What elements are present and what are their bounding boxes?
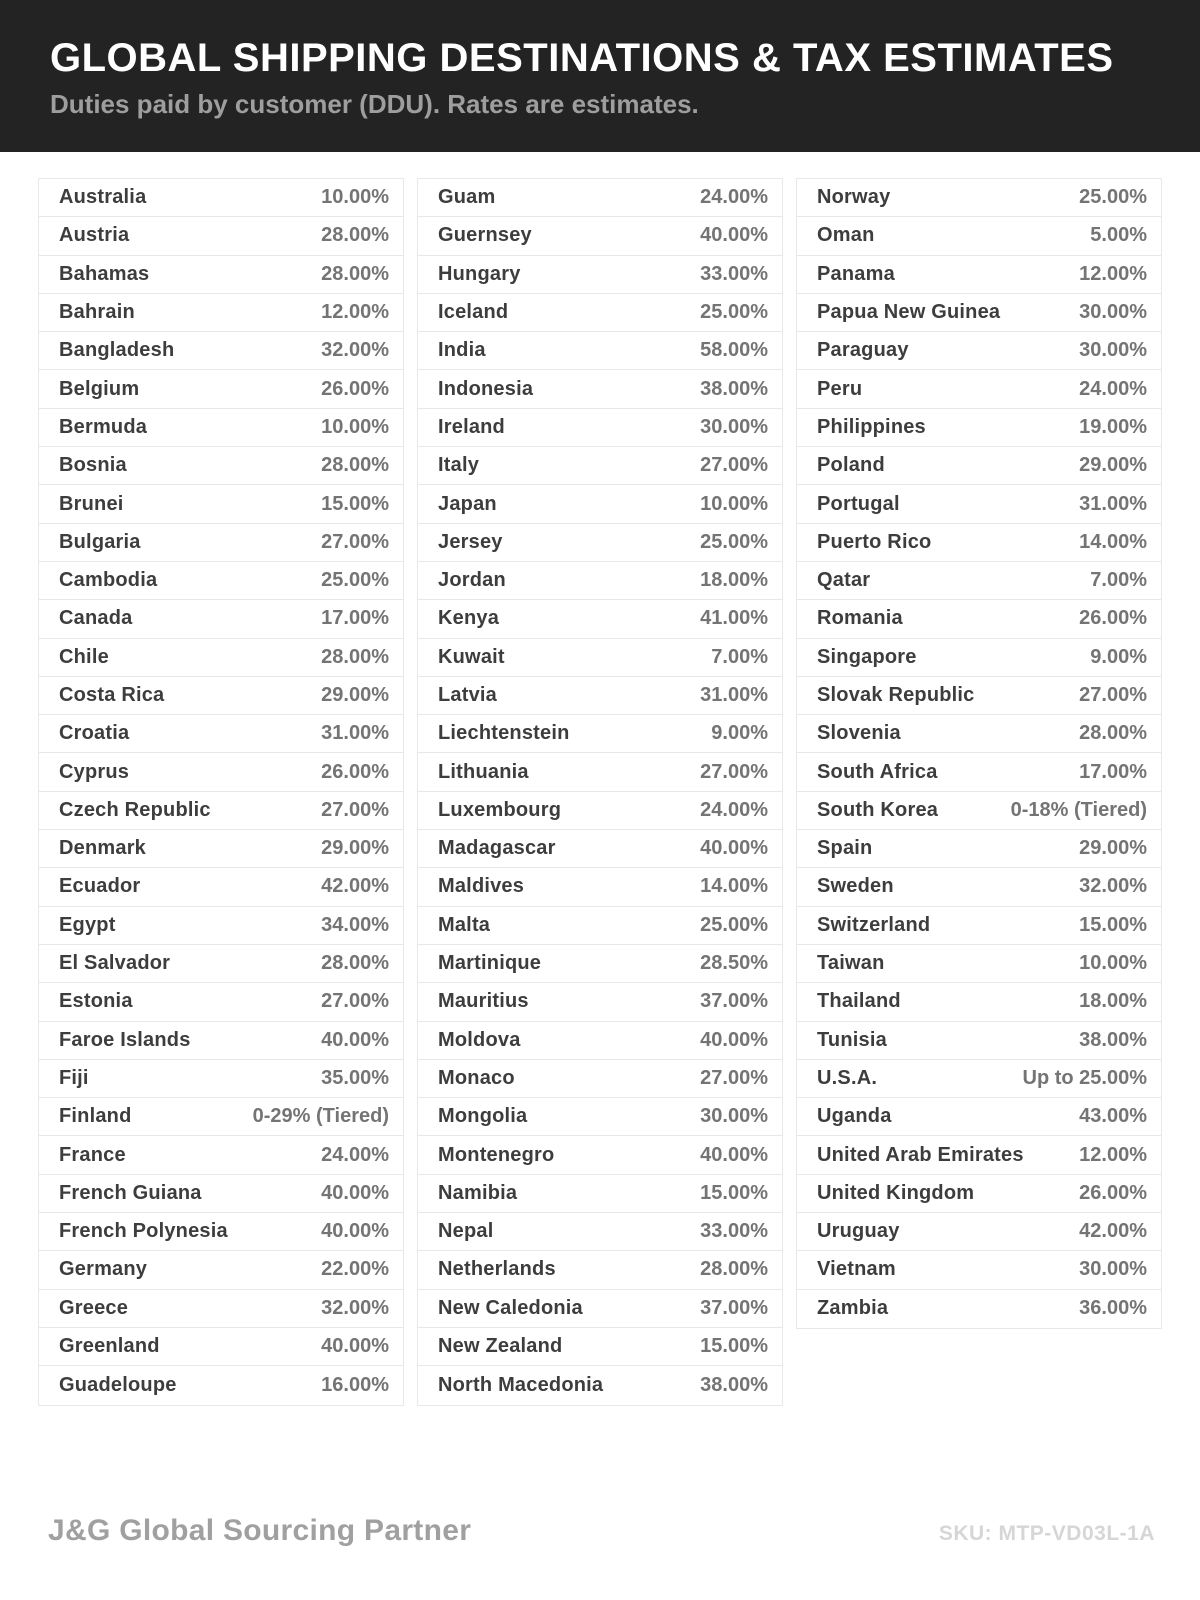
tax-rate: 29.00% — [1079, 454, 1147, 477]
country-name: Australia — [59, 186, 147, 209]
country-name: El Salvador — [59, 952, 171, 975]
table-row — [418, 600, 782, 638]
country-name: Japan — [438, 492, 497, 515]
table-row — [418, 639, 782, 677]
table-row — [39, 1060, 403, 1098]
country-name: French Guiana — [59, 1181, 202, 1204]
tax-rate: 30.00% — [1079, 301, 1147, 324]
table-row — [39, 1136, 403, 1174]
table-row — [797, 792, 1161, 830]
country-name: Bahamas — [59, 262, 150, 285]
table-row — [418, 1328, 782, 1366]
country-name: Panama — [817, 262, 895, 285]
country-name: Sweden — [817, 875, 894, 898]
country-name: Greece — [59, 1296, 129, 1319]
tax-rate: 40.00% — [700, 1143, 768, 1166]
country-name: Jersey — [438, 530, 503, 553]
country-name: Vietnam — [817, 1258, 896, 1281]
table-row — [797, 983, 1161, 1021]
country-name: Bahrain — [59, 301, 135, 324]
country-name: Peru — [817, 377, 863, 400]
table-row — [418, 753, 782, 791]
tax-rate: 15.00% — [321, 492, 389, 515]
country-name: Madagascar — [438, 837, 556, 860]
country-name: United Arab Emirates — [817, 1143, 1024, 1166]
table-row — [39, 639, 403, 677]
tax-rate: 24.00% — [321, 1143, 389, 1166]
country-name: Bosnia — [59, 454, 127, 477]
table-row — [418, 256, 782, 294]
table-row — [39, 409, 403, 447]
table-row — [39, 1290, 403, 1328]
country-name: Czech Republic — [59, 798, 211, 821]
country-name: South Africa — [817, 760, 938, 783]
table-row — [39, 1328, 403, 1366]
table-row — [797, 1251, 1161, 1289]
country-name: Maldives — [438, 875, 525, 898]
table-row — [39, 945, 403, 983]
table-row — [797, 409, 1161, 447]
tax-rate: 38.00% — [700, 1373, 768, 1396]
table-row — [797, 753, 1161, 791]
table-row — [797, 294, 1161, 332]
country-name: Montenegro — [438, 1143, 555, 1166]
rate-column — [38, 178, 404, 1406]
table-row — [797, 830, 1161, 868]
table-row — [797, 485, 1161, 523]
table-row — [418, 983, 782, 1021]
tax-rate: 29.00% — [321, 837, 389, 860]
table-row — [797, 1175, 1161, 1213]
tax-rate: 42.00% — [321, 875, 389, 898]
tax-rate: 40.00% — [321, 1181, 389, 1204]
country-name: Iceland — [438, 301, 509, 324]
country-name: Bangladesh — [59, 339, 175, 362]
tax-rate: 14.00% — [1079, 530, 1147, 553]
country-name: Brunei — [59, 492, 124, 515]
table-row — [418, 1098, 782, 1136]
table-row — [39, 562, 403, 600]
tax-rate: 38.00% — [700, 377, 768, 400]
country-name: Romania — [817, 607, 903, 630]
tax-rate: 10.00% — [321, 186, 389, 209]
tax-rate: 15.00% — [700, 1335, 768, 1358]
tax-rate: 33.00% — [700, 1220, 768, 1243]
country-name: India — [438, 339, 486, 362]
tax-rate: 30.00% — [700, 1105, 768, 1128]
table-row — [418, 447, 782, 485]
country-name: Thailand — [817, 990, 901, 1013]
table-row — [418, 1290, 782, 1328]
country-name: Indonesia — [438, 377, 534, 400]
country-name: Denmark — [59, 837, 146, 860]
table-row — [418, 1060, 782, 1098]
tax-rate: 30.00% — [1079, 1258, 1147, 1281]
country-name: Slovak Republic — [817, 684, 975, 706]
tax-rate: 15.00% — [700, 1181, 768, 1204]
table-row — [797, 1213, 1161, 1251]
table-row — [797, 868, 1161, 906]
tax-rate: 24.00% — [1079, 377, 1147, 400]
country-name: Qatar — [817, 569, 871, 592]
tax-rate: 43.00% — [1079, 1105, 1147, 1128]
tax-rate: 32.00% — [321, 339, 389, 362]
tax-rate: 9.00% — [711, 722, 768, 745]
country-name: Guernsey — [438, 224, 532, 247]
country-name: Norway — [817, 186, 891, 209]
table-row — [418, 945, 782, 983]
table-row — [39, 485, 403, 523]
table-row — [39, 868, 403, 906]
tax-rate: Up to 25.00% — [1022, 1066, 1147, 1089]
country-name: Belgium — [59, 377, 140, 400]
table-row — [39, 983, 403, 1021]
tax-rate: 7.00% — [1090, 569, 1147, 592]
rate-column — [417, 178, 783, 1406]
country-name: Bulgaria — [59, 530, 141, 553]
tax-rate: 26.00% — [321, 377, 389, 400]
table-row — [797, 1098, 1161, 1136]
table-row — [418, 370, 782, 408]
tax-rate: 37.00% — [700, 1296, 768, 1319]
tax-rate: 29.00% — [321, 684, 389, 706]
country-name: Zambia — [817, 1297, 889, 1320]
table-row — [797, 1060, 1161, 1098]
tax-rate: 40.00% — [700, 224, 768, 247]
country-name: Cyprus — [59, 760, 130, 783]
country-name: Moldova — [438, 1028, 521, 1051]
table-row — [418, 1251, 782, 1289]
country-name: Switzerland — [817, 913, 931, 936]
table-row — [418, 792, 782, 830]
table-row — [39, 1251, 403, 1289]
tax-rate: 16.00% — [321, 1373, 389, 1396]
table-row — [797, 945, 1161, 983]
tax-rate: 18.00% — [1079, 990, 1147, 1013]
tax-rate: 36.00% — [1079, 1297, 1147, 1320]
table-row — [418, 715, 782, 753]
page-header — [0, 0, 1200, 152]
tax-rate: 27.00% — [1079, 684, 1147, 706]
table-row — [418, 179, 782, 217]
country-name: Luxembourg — [438, 798, 562, 821]
table-row — [797, 715, 1161, 753]
country-name: France — [59, 1143, 126, 1166]
tax-rate: 15.00% — [1079, 913, 1147, 936]
tax-rate: 40.00% — [321, 1028, 389, 1051]
table-row — [418, 677, 782, 715]
table-row — [39, 715, 403, 753]
table-row — [39, 294, 403, 332]
country-name: Papua New Guinea — [817, 301, 1001, 324]
table-row — [797, 256, 1161, 294]
tax-rate: 27.00% — [321, 990, 389, 1013]
table-row — [418, 907, 782, 945]
table-row — [418, 562, 782, 600]
country-name: Italy — [438, 454, 480, 477]
table-row — [797, 1022, 1161, 1060]
table-row — [797, 332, 1161, 370]
tax-rate: 28.00% — [321, 454, 389, 477]
country-name: Martinique — [438, 952, 542, 975]
tax-rate: 40.00% — [321, 1220, 389, 1243]
tax-rate: 17.00% — [1079, 760, 1147, 783]
table-row — [39, 792, 403, 830]
table-row — [797, 179, 1161, 217]
table-row — [39, 830, 403, 868]
tax-rate: 24.00% — [700, 186, 768, 209]
country-name: Austria — [59, 224, 130, 247]
table-row — [39, 907, 403, 945]
country-name: Greenland — [59, 1335, 160, 1358]
table-row — [797, 1290, 1161, 1328]
tax-rate: 27.00% — [321, 530, 389, 553]
tax-rate: 37.00% — [700, 990, 768, 1013]
tax-rate: 25.00% — [700, 530, 768, 553]
country-name: Liechtenstein — [438, 722, 570, 745]
country-name: Estonia — [59, 990, 133, 1013]
tax-rate: 29.00% — [1079, 837, 1147, 860]
country-name: Paraguay — [817, 339, 909, 362]
tax-rate: 0-29% (Tiered) — [252, 1105, 389, 1128]
country-name: South Korea — [817, 798, 939, 821]
tax-rate: 0-18% (Tiered) — [1010, 798, 1147, 821]
country-name: Slovenia — [817, 722, 901, 745]
tax-rate: 40.00% — [700, 837, 768, 860]
table-row — [797, 562, 1161, 600]
country-name: Kuwait — [438, 645, 505, 668]
country-name: Latvia — [438, 684, 498, 706]
tax-rate: 32.00% — [1079, 875, 1147, 898]
table-row — [39, 1175, 403, 1213]
tax-rate: 26.00% — [1079, 1181, 1147, 1204]
tax-rate: 27.00% — [700, 1066, 768, 1089]
table-row — [418, 1366, 782, 1404]
tax-rate: 40.00% — [321, 1335, 389, 1358]
table-row — [418, 1136, 782, 1174]
country-name: Mauritius — [438, 990, 529, 1013]
tax-rate: 58.00% — [700, 339, 768, 362]
page-subtitle: Duties paid by customer (DDU). Rates are estimates. — [50, 89, 699, 119]
tax-rate: 25.00% — [700, 913, 768, 936]
tax-rate: 25.00% — [321, 569, 389, 592]
table-row — [39, 1366, 403, 1404]
country-name: Kenya — [438, 607, 500, 630]
tax-rate: 28.00% — [321, 645, 389, 668]
tax-rate: 31.00% — [1079, 492, 1147, 515]
table-row — [39, 600, 403, 638]
table-row — [418, 332, 782, 370]
tax-rate: 24.00% — [700, 798, 768, 821]
table-row — [39, 677, 403, 715]
tax-rate: 17.00% — [321, 607, 389, 630]
brand-name: J&G Global Sourcing Partner — [48, 1514, 472, 1547]
tax-rate: 10.00% — [1079, 952, 1147, 975]
table-row — [39, 524, 403, 562]
table-row — [39, 179, 403, 217]
tax-rate: 18.00% — [700, 569, 768, 592]
table-row — [39, 1213, 403, 1251]
table-row — [797, 524, 1161, 562]
tax-rate: 26.00% — [321, 760, 389, 783]
country-name: Puerto Rico — [817, 530, 932, 553]
tax-rate: 30.00% — [700, 415, 768, 438]
tax-rate: 30.00% — [1079, 339, 1147, 362]
country-name: Costa Rica — [59, 684, 165, 706]
country-name: Nepal — [438, 1220, 494, 1243]
tax-rate: 26.00% — [1079, 607, 1147, 630]
page-title: GLOBAL SHIPPING DESTINATIONS & TAX ESTIMATES — [50, 36, 1114, 80]
tax-rate: 22.00% — [321, 1258, 389, 1281]
tax-rate: 25.00% — [700, 301, 768, 324]
table-row — [797, 677, 1161, 715]
table-row — [39, 256, 403, 294]
tax-rate: 12.00% — [1079, 262, 1147, 285]
tax-rate: 33.00% — [700, 262, 768, 285]
tax-rate: 32.00% — [321, 1296, 389, 1319]
rates-table — [38, 178, 1162, 1406]
country-name: Ecuador — [59, 875, 141, 898]
tax-rate: 35.00% — [321, 1066, 389, 1089]
table-row — [418, 1213, 782, 1251]
country-name: Poland — [817, 454, 885, 477]
tax-rate: 19.00% — [1079, 415, 1147, 438]
country-name: Monaco — [438, 1066, 515, 1089]
country-name: Lithuania — [438, 760, 529, 783]
rate-column — [796, 178, 1162, 1329]
table-row — [797, 217, 1161, 255]
country-name: Chile — [59, 645, 109, 668]
tax-rate: 27.00% — [700, 760, 768, 783]
tax-rate: 28.00% — [700, 1258, 768, 1281]
country-name: Ireland — [438, 415, 505, 438]
page-footer — [48, 1514, 1155, 1548]
country-name: Finland — [59, 1105, 132, 1128]
tax-rate: 10.00% — [700, 492, 768, 515]
country-name: Tunisia — [817, 1028, 887, 1051]
country-name: Guadeloupe — [59, 1373, 177, 1396]
table-row — [418, 1022, 782, 1060]
tax-rate: 14.00% — [700, 875, 768, 898]
table-row — [797, 907, 1161, 945]
tax-rate: 40.00% — [700, 1028, 768, 1051]
country-name: Oman — [817, 224, 875, 247]
country-name: Germany — [59, 1258, 148, 1281]
country-name: Philippines — [817, 415, 926, 438]
country-name: United Kingdom — [817, 1181, 975, 1204]
country-name: Fiji — [59, 1066, 89, 1089]
tax-rate: 10.00% — [321, 415, 389, 438]
country-name: Hungary — [438, 262, 521, 285]
tax-rate: 27.00% — [321, 798, 389, 821]
tax-rate: 41.00% — [700, 607, 768, 630]
country-name: Portugal — [817, 492, 900, 515]
sku-label: SKU: MTP-VD03L-1A — [938, 1522, 1155, 1545]
table-row — [418, 485, 782, 523]
country-name: Cambodia — [59, 569, 158, 592]
country-name: Uruguay — [817, 1220, 900, 1243]
tax-rate: 27.00% — [700, 454, 768, 477]
country-name: North Macedonia — [438, 1373, 604, 1396]
tax-rate: 7.00% — [711, 645, 768, 668]
tax-rate: 42.00% — [1079, 1220, 1147, 1243]
tax-rate: 28.00% — [321, 224, 389, 247]
tax-rate: 31.00% — [700, 684, 768, 706]
table-row — [797, 600, 1161, 638]
table-row — [418, 1175, 782, 1213]
country-name: Namibia — [438, 1181, 518, 1204]
table-row — [39, 753, 403, 791]
country-name: Croatia — [59, 722, 130, 745]
tax-rate: 34.00% — [321, 913, 389, 936]
country-name: Uganda — [817, 1105, 892, 1128]
country-name: Mongolia — [438, 1105, 528, 1128]
table-row — [39, 1098, 403, 1136]
country-name: Netherlands — [438, 1258, 556, 1281]
country-name: Jordan — [438, 569, 506, 592]
table-row — [797, 370, 1161, 408]
tax-rate: 28.00% — [321, 262, 389, 285]
tax-rate: 28.00% — [321, 952, 389, 975]
country-name: New Zealand — [438, 1335, 563, 1358]
table-row — [418, 524, 782, 562]
table-row — [39, 370, 403, 408]
tax-rate: 25.00% — [1079, 186, 1147, 209]
table-row — [418, 294, 782, 332]
tax-rate: 31.00% — [321, 722, 389, 745]
tax-rate: 28.00% — [1079, 722, 1147, 745]
country-name: Egypt — [59, 913, 116, 936]
table-row — [418, 830, 782, 868]
table-row — [797, 447, 1161, 485]
tax-rate: 38.00% — [1079, 1028, 1147, 1051]
country-name: Taiwan — [817, 952, 885, 975]
country-name: Spain — [817, 837, 873, 860]
country-name: U.S.A. — [817, 1066, 878, 1089]
table-row — [418, 217, 782, 255]
country-name: New Caledonia — [438, 1296, 583, 1319]
table-row — [797, 1136, 1161, 1174]
tax-rate: 28.50% — [700, 952, 768, 975]
table-row — [39, 1022, 403, 1060]
country-name: Faroe Islands — [59, 1028, 191, 1051]
country-name: Bermuda — [59, 415, 148, 438]
table-row — [797, 639, 1161, 677]
tax-rate: 12.00% — [1079, 1143, 1147, 1166]
table-row — [418, 868, 782, 906]
table-row — [39, 217, 403, 255]
country-name: Singapore — [817, 645, 917, 668]
country-name: Canada — [59, 607, 133, 630]
table-row — [418, 409, 782, 447]
country-name: French Polynesia — [59, 1220, 228, 1243]
tax-rate: 9.00% — [1090, 645, 1147, 668]
country-name: Guam — [438, 186, 496, 209]
tax-rate: 12.00% — [321, 301, 389, 324]
table-row — [39, 447, 403, 485]
country-name: Malta — [438, 913, 491, 936]
tax-rate: 5.00% — [1090, 224, 1147, 247]
table-row — [39, 332, 403, 370]
